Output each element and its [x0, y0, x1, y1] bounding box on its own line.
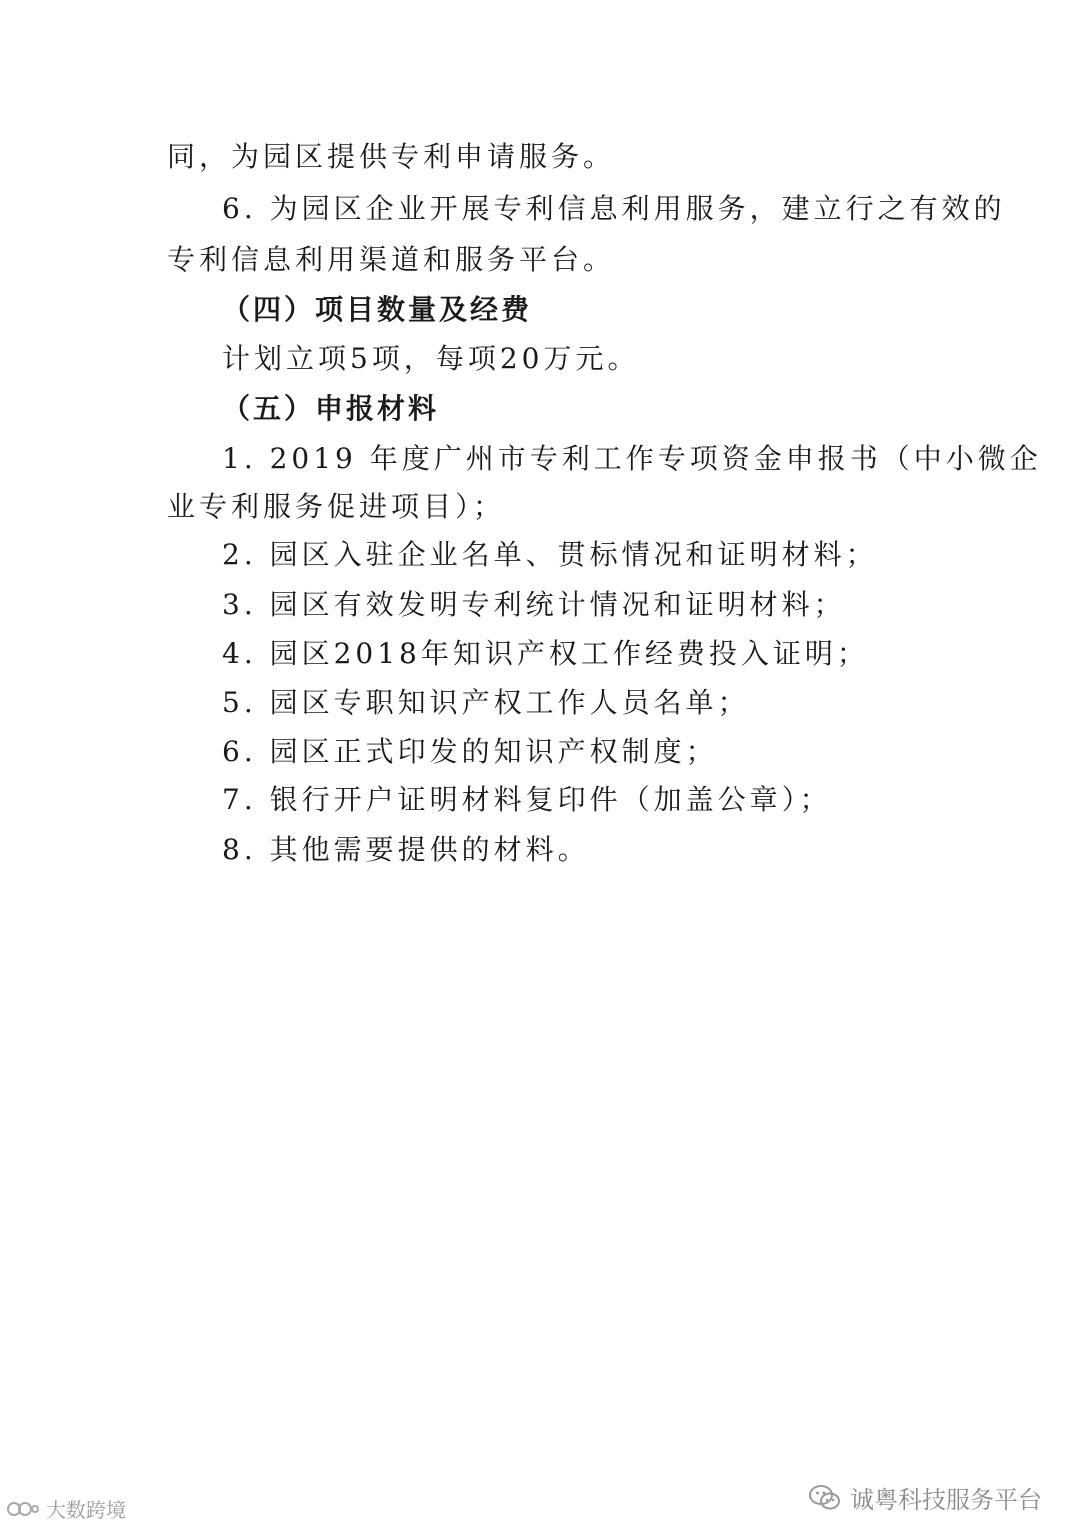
text-line-8: 业专利服务促进项目）；: [167, 490, 506, 523]
logo-icon: [6, 1497, 40, 1521]
watermark-right-text: 诚粤科技服务平台: [850, 1486, 1042, 1514]
wechat-icon: [808, 1484, 842, 1512]
text-line-2: 6. 为园区企业开展专利信息利用服务，建立行之有效的: [222, 192, 1006, 225]
list-item-5: 5. 园区专职知识产权工作人员名单；: [222, 686, 750, 719]
watermark-left: [6, 1494, 126, 1523]
watermark-right: [808, 1480, 1042, 1515]
watermark-left-text: 大数跨境: [46, 1498, 126, 1522]
list-item-7: 7. 银行开户证明材料复印件（加盖公章）；: [222, 783, 832, 816]
text-line-3: 专利信息利用渠道和服务平台。: [167, 243, 616, 276]
list-item-3: 3. 园区有效发明专利统计情况和证明材料；: [222, 588, 846, 621]
text-line-1: 同，为园区提供专利申请服务。: [167, 140, 616, 173]
section-heading-4: （四）项目数量及经费: [222, 293, 533, 326]
list-item-4: 4. 园区2018年知识产权工作经费投入证明；: [222, 637, 869, 670]
text-line-7: 1. 2019 年度广州市专利工作专项资金申报书（中小微企: [222, 442, 1042, 475]
list-item-8: 8. 其他需要提供的材料。: [222, 833, 590, 866]
list-item-2: 2. 园区入驻企业名单、贯标情况和证明材料；: [222, 538, 878, 571]
text-line-5: 计划立项5项，每项20万元。: [222, 342, 640, 375]
section-heading-5: （五）申报材料: [222, 392, 440, 425]
list-item-6: 6. 园区正式印发的知识产权制度；: [222, 735, 718, 768]
